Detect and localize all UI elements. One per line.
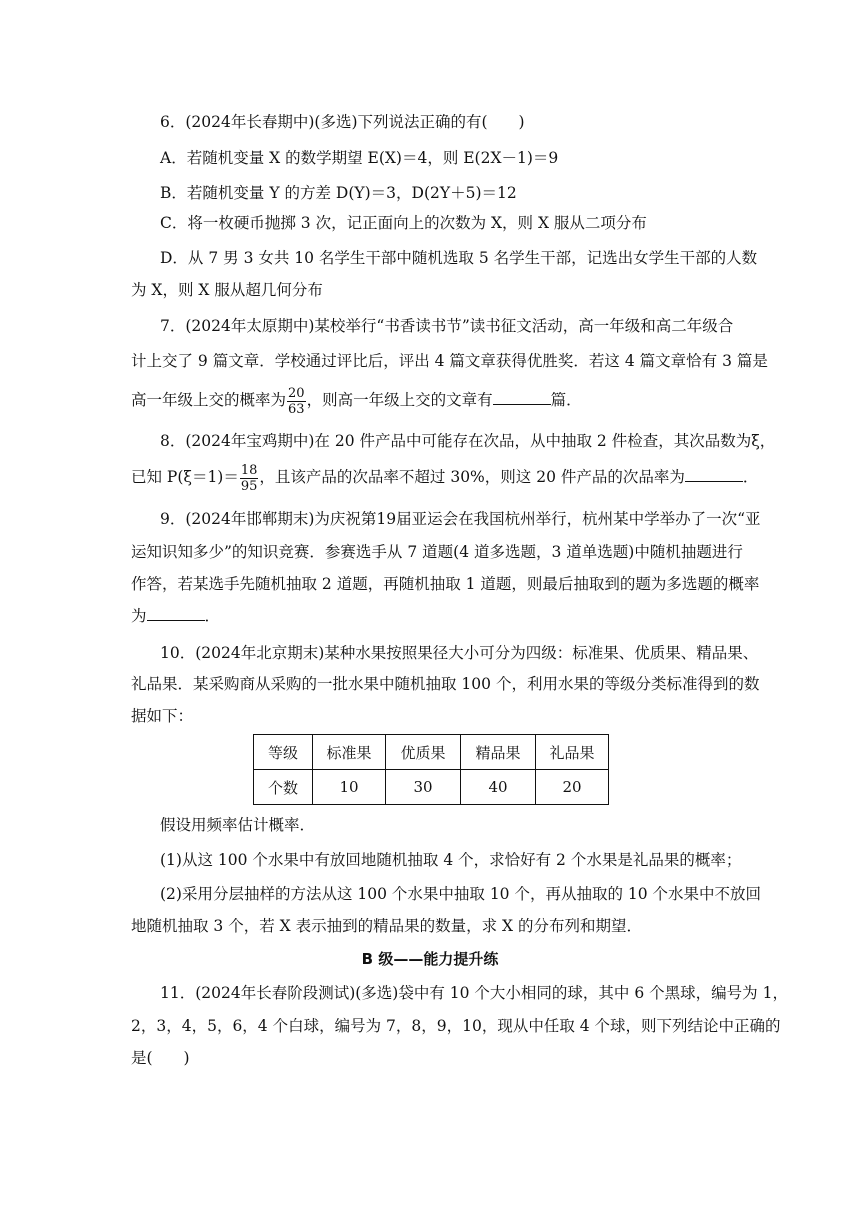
q6-option-d-line1: D．从 7 男 3 女共 10 名学生干部中随机选取 5 名学生干部，记选出女学生干部的人数 [160,249,758,267]
q10-assumption: 假设用频率估计概率． [160,816,316,834]
q8-answer-blank [685,467,743,482]
q6-option-d-line2: 为 X，则 X 服从超几何分布 [131,281,323,299]
table-header-cell: 精品果 [461,735,536,770]
table-cell: 10 [313,770,386,805]
q7-fraction-numerator: 20 [288,385,305,401]
q7-line3-pre: 高一年级上交的概率为 [131,391,287,409]
q10-part2-line2: 地随机抽取 3 个，若 X 表示抽到的精品果的数量，求 X 的分布列和期望． [131,917,642,935]
section-b-heading: B 级——能力提升练 [361,950,499,968]
table-cell: 20 [536,770,609,805]
q9-line3: 作答，若某选手先随机抽取 2 道题，再随机抽取 1 道题，则最后抽取到的题为多选题的概率 [131,575,760,593]
q8-fraction [240,463,259,494]
q10-line3: 据如下： [131,707,194,725]
q6-stem: 6．(2024年长春期中)(多选)下列说法正确的有( ) [160,113,525,131]
q9-line1: 9．(2024年邯郸期末)为庆祝第19届亚运会在我国杭州举行，杭州某中学举办了一次“亚 [160,510,761,528]
q9-line4-end: ． [204,607,221,625]
q9-line4-pre: 为 [131,607,147,625]
q6-option-b: B．若随机变量 Y 的方差 D(Y)＝3，D(2Y＋5)＝12 [160,184,517,202]
q6-option-a: A．若随机变量 X 的数学期望 E(X)＝4，则 E(2X－1)＝9 [160,149,559,167]
q8-fraction-denominator: 95 [240,478,258,494]
q10-part2-line1: (2)采用分层抽样的方法从这 100 个水果中抽取 10 个，再从抽取的 10 个水果中不放回 [160,885,762,903]
table-header-cell: 礼品果 [536,735,609,770]
q11-line2: 2，3，4，5，6，4 个白球，编号为 7，8，9，10，现从中任取 4 个球，则下列结论中正确的 [131,1017,781,1035]
table-row [254,770,609,805]
q8-line1: 8．(2024年宝鸡期中)在 20 件产品中可能存在次品，从中抽取 2 件检查，其次品数为ξ， [160,432,776,450]
q7-line3-post: ，则高一年级上交的文章有 [306,391,493,409]
q10-line2: 礼品果．某采购商从采购的一批水果中随机抽取 100 个，利用水果的等级分类标准得到的数 [131,675,760,693]
q8-line2 [131,460,759,494]
q6-option-c: C．将一枚硬币抛掷 3 次，记正面向上的次数为 X，则 X 服从二项分布 [160,214,647,232]
q8-line2-pre: 已知 P(ξ＝1)＝ [131,468,239,486]
q8-line2-post: ，且该产品的次品率不超过 30%，则这 20 件产品的次品率为 [259,468,685,486]
q7-line2: 计上交了 9 篇文章．学校通过评比后，评出 4 篇文章获得优胜奖．若这 4 篇文章恰有 3 篇是 [131,352,768,370]
q7-line3 [131,383,731,417]
q11-line1: 11．(2024年长春阶段测试)(多选)袋中有 10 个大小相同的球，其中 6 个黑球，编号为 1， [160,984,788,1002]
q10-line1: 10．(2024年北京期末)某种水果按照果径大小可分为四级：标准果、优质果、精品果、 [160,644,759,662]
table-header-cell: 标准果 [313,735,386,770]
q9-answer-blank [147,606,205,621]
q8-line2-end: ． [742,468,759,486]
table-header-cell: 等级 [254,735,313,770]
q9-line4 [131,606,731,626]
table-header-cell: 优质果 [386,735,461,770]
grade-count-table [253,734,609,805]
q8-fraction-numerator: 18 [240,462,258,478]
q11-line3: 是( ) [131,1049,190,1067]
q10-part1: (1)从这 100 个水果中有放回地随机抽取 4 个，求恰好有 2 个水果是礼品果的概率； [160,851,742,869]
q7-fraction-denominator: 63 [288,401,305,417]
table-row [254,735,609,770]
table-cell: 40 [461,770,536,805]
q9-line2: 运知识知多少”的知识竞赛．参赛选手从 7 道题(4 道多选题，3 道单选题)中随机抽题进行 [131,543,743,561]
q7-answer-blank [493,390,551,405]
q7-line3-end: 篇． [550,391,582,409]
q7-line1: 7．(2024年太原期中)某校举行“书香读书节”读书征文活动，高一年级和高二年级合 [160,317,734,335]
table-cell: 个数 [254,770,313,805]
table-cell: 30 [386,770,461,805]
q7-fraction [287,386,306,417]
